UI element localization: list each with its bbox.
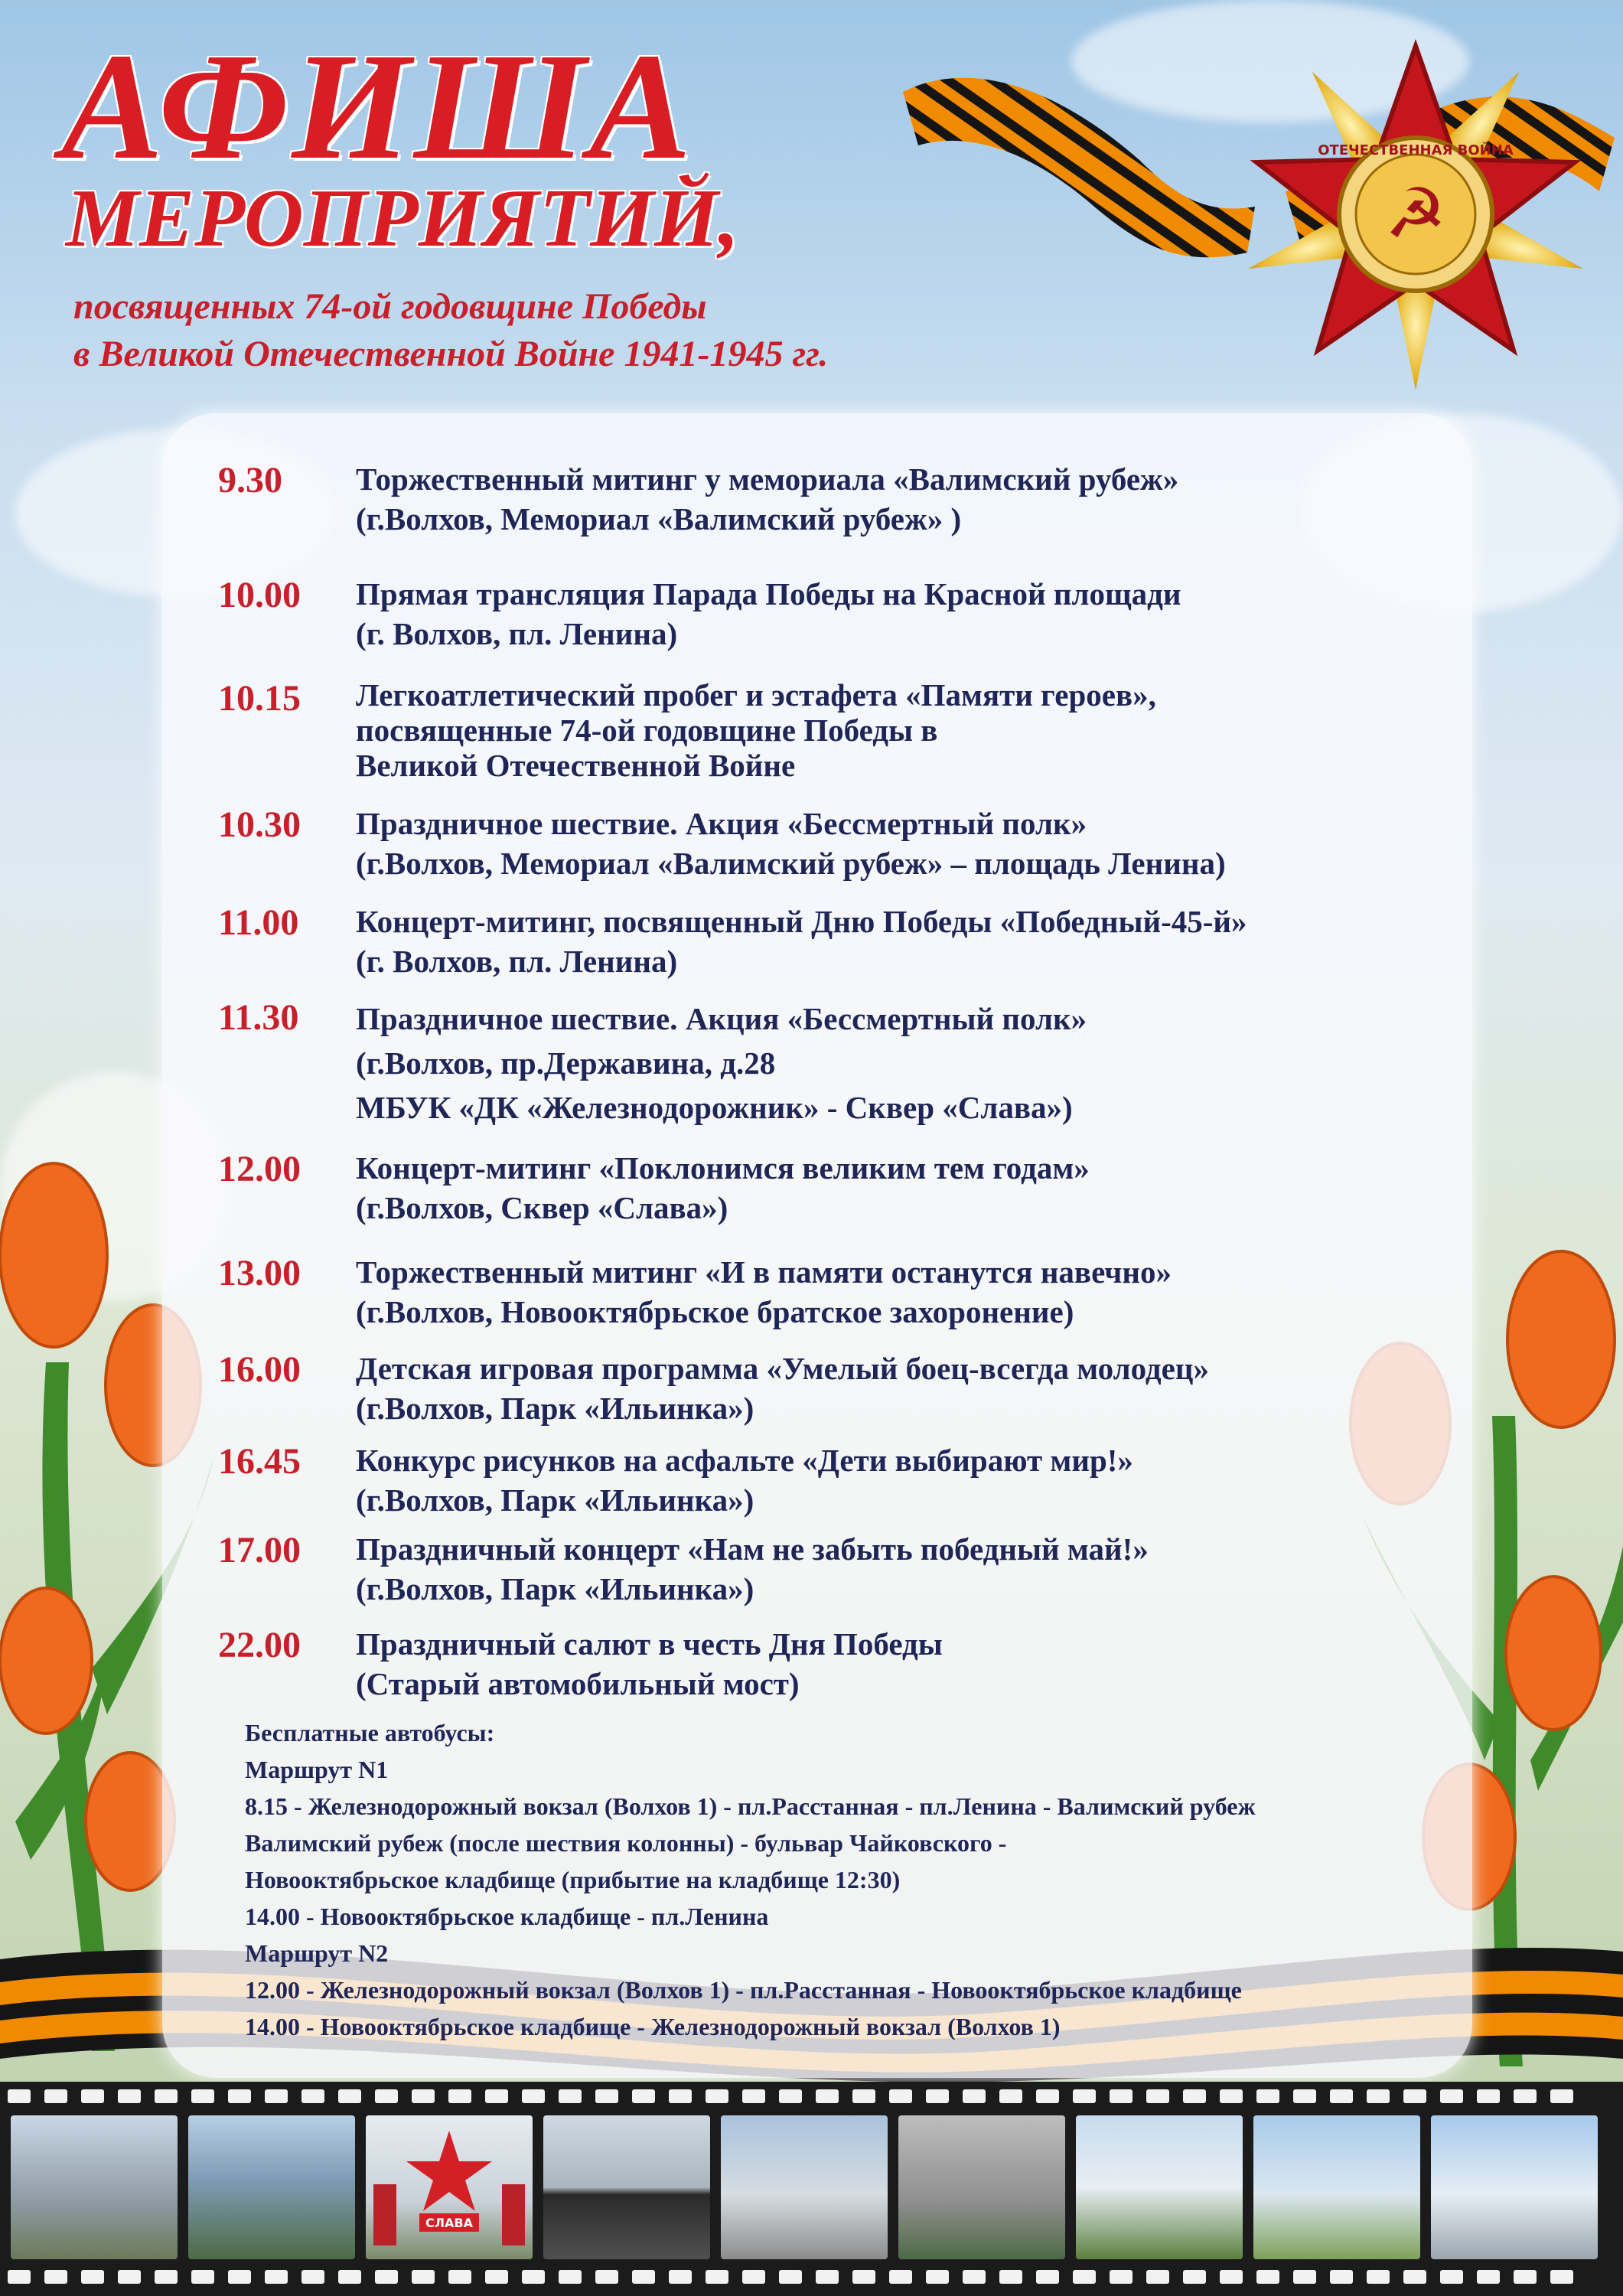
film-perforations-top	[0, 2089, 1623, 2108]
bus-route-line: Маршрут N1	[245, 1756, 389, 1783]
event-description	[356, 1624, 1442, 1704]
st-george-ribbon-left	[903, 78, 1255, 258]
event-line: Праздничный салют в честь Дня Победы	[356, 1626, 943, 1662]
photo-steam-locomotive	[543, 2115, 710, 2259]
event-time: 10.00	[218, 575, 301, 615]
photo-slava-star-with-drummers	[366, 2115, 533, 2259]
photo-anti-aircraft-gun	[1253, 2115, 1420, 2259]
free-buses-info	[245, 1714, 1439, 2045]
event-description	[356, 1252, 1442, 1332]
event-line: Великой Отечественной Войне	[356, 748, 796, 783]
event-line: (г.Волхов, Сквер «Слава»)	[356, 1190, 728, 1225]
event-line: Праздничное шествие. Акция «Бессмертный полк»	[356, 1001, 1087, 1036]
bus-route-line: 14.00 - Новооктябрьское кладбище - пл.Ленина	[245, 1903, 769, 1930]
event-line: (г.Волхов, пр.Державина, д.28	[356, 1045, 776, 1081]
film-frames	[11, 2115, 1598, 2259]
event-line: Концерт-митинг «Поклонимся великим тем годам»	[356, 1150, 1090, 1186]
photo-soldier-statue	[11, 2115, 178, 2259]
event-time: 11.00	[218, 902, 299, 943]
red-star-icon	[406, 2131, 492, 2211]
photo-obelisk	[1076, 2115, 1243, 2259]
subtitle-line: в Великой Отечественной Войне 1941-1945 гг.	[73, 334, 829, 374]
tulip-flower-icon	[86, 1753, 174, 1890]
event-line: (г.Волхов, Мемориал «Валимский рубеж» )	[356, 501, 962, 536]
event-line: (г. Волхов, пл. Ленина)	[356, 944, 678, 979]
event-description	[356, 459, 1442, 539]
event-time: 11.30	[218, 997, 299, 1038]
event-line: Праздничное шествие. Акция «Бессмертный полк»	[356, 806, 1087, 841]
event-description	[356, 1349, 1442, 1428]
event-line: (г.Волхов, Парк «Ильинка»)	[356, 1482, 754, 1518]
event-line: (г.Волхов, Мемориал «Валимский рубеж» – площадь Ленина)	[356, 846, 1226, 881]
event-line: посвященные 74-ой годовщине Победы в	[356, 713, 938, 748]
bus-route-line: 12.00 - Железнодорожный вокзал (Волхов 1) - пл.Расстанная - Новооктябрьское кладбище	[245, 1976, 1242, 2004]
event-line: (г. Волхов, пл. Ленина)	[356, 616, 678, 651]
event-time: 13.00	[218, 1253, 301, 1293]
event-time: 9.30	[218, 460, 282, 501]
page-title-second-line: МЕРОПРИЯТИЙ,	[66, 173, 739, 264]
event-line: Прямая трансляция Парада Победы на Красной площади	[356, 576, 1181, 612]
tulip-flower-icon	[1507, 1251, 1615, 1427]
event-line: Торжественный митинг у мемориала «Валимский рубеж»	[356, 461, 1179, 497]
photo-monument-plaques	[721, 2115, 888, 2259]
event-line: Легкоатлетический пробег и эстафета «Памяти героев»,	[356, 677, 1156, 713]
bus-route-line: Новооктябрьское кладбище (прибытие на кладбище 12:30)	[245, 1866, 901, 1893]
event-line: Торжественный митинг «И в памяти останутся навечно»	[356, 1254, 1172, 1290]
event-description	[356, 902, 1442, 981]
subtitle-line: посвященных 74-ой годовщине Победы	[73, 286, 707, 327]
tulip-flower-icon	[1506, 1577, 1601, 1730]
event-line: Праздничный концерт «Нам не забыть победный май!»	[356, 1531, 1149, 1567]
event-description	[356, 1440, 1442, 1520]
bus-route-line: Маршрут N2	[245, 1939, 389, 1967]
photo-memorial-stone	[898, 2115, 1065, 2259]
event-description	[356, 804, 1442, 883]
bus-route-line: 8.15 - Железнодорожный вокзал (Волхов 1) - пл.Расстанная - пл.Ленина - Валимский рубеж	[245, 1792, 1256, 1820]
event-time: 10.30	[218, 804, 301, 845]
event-line: (г.Волхов, Новооктябрьское братское захоронение)	[356, 1294, 1074, 1329]
bus-route-line: 14.00 - Новооктябрьское кладбище - Железнодорожный вокзал (Волхов 1)	[245, 2013, 1061, 2040]
tulip-flower-icon	[0, 1588, 92, 1733]
event-line: (г.Волхов, Парк «Ильинка»)	[356, 1391, 754, 1426]
event-line: (Старый автомобильный мост)	[356, 1666, 800, 1701]
filmstrip	[0, 2082, 1623, 2296]
tulip-flower-icon	[0, 1163, 107, 1347]
event-time: 17.00	[218, 1530, 301, 1570]
event-time: 22.00	[218, 1625, 301, 1665]
event-time: 12.00	[218, 1149, 301, 1189]
event-time: 16.00	[218, 1349, 301, 1390]
film-perforations-bottom	[0, 2270, 1623, 2288]
event-description	[356, 574, 1442, 654]
event-description	[356, 677, 1442, 783]
event-time: 10.15	[218, 678, 301, 719]
buses-heading: Бесплатные автобусы:	[245, 1719, 495, 1746]
event-description	[356, 1529, 1442, 1609]
photo-memorial-map-wall	[188, 2115, 355, 2259]
bus-route-line: Валимский рубеж (после шествия колонны) - бульвар Чайковского -	[245, 1829, 1007, 1857]
event-line: (г.Волхов, Парк «Ильинка»)	[356, 1571, 754, 1606]
photo-railway-station	[1431, 2115, 1598, 2259]
event-description	[356, 996, 1442, 1130]
page-title: АФИША	[61, 22, 695, 191]
hammer-and-sickle-icon: ☭	[1384, 174, 1447, 254]
event-line: Детская игровая программа «Умелый боец-всегда молодец»	[356, 1351, 1209, 1386]
event-time: 16.45	[218, 1441, 301, 1482]
event-line: Конкурс рисунков на асфальте «Дети выбирают мир!»	[356, 1443, 1133, 1478]
event-line: Концерт-митинг, посвященный Дню Победы «Победный-45-й»	[356, 904, 1247, 939]
order-of-patriotic-war-emblem	[888, 23, 1622, 406]
event-description	[356, 1148, 1442, 1228]
event-line: МБУК «ДК «Железнодорожник» - Сквер «Слава»)	[356, 1090, 1073, 1125]
slava-sign-text: СЛАВА	[425, 2216, 473, 2230]
emblem-ring-text: ОТЕЧЕСТВЕННАЯ ВОЙНА	[1318, 142, 1514, 158]
